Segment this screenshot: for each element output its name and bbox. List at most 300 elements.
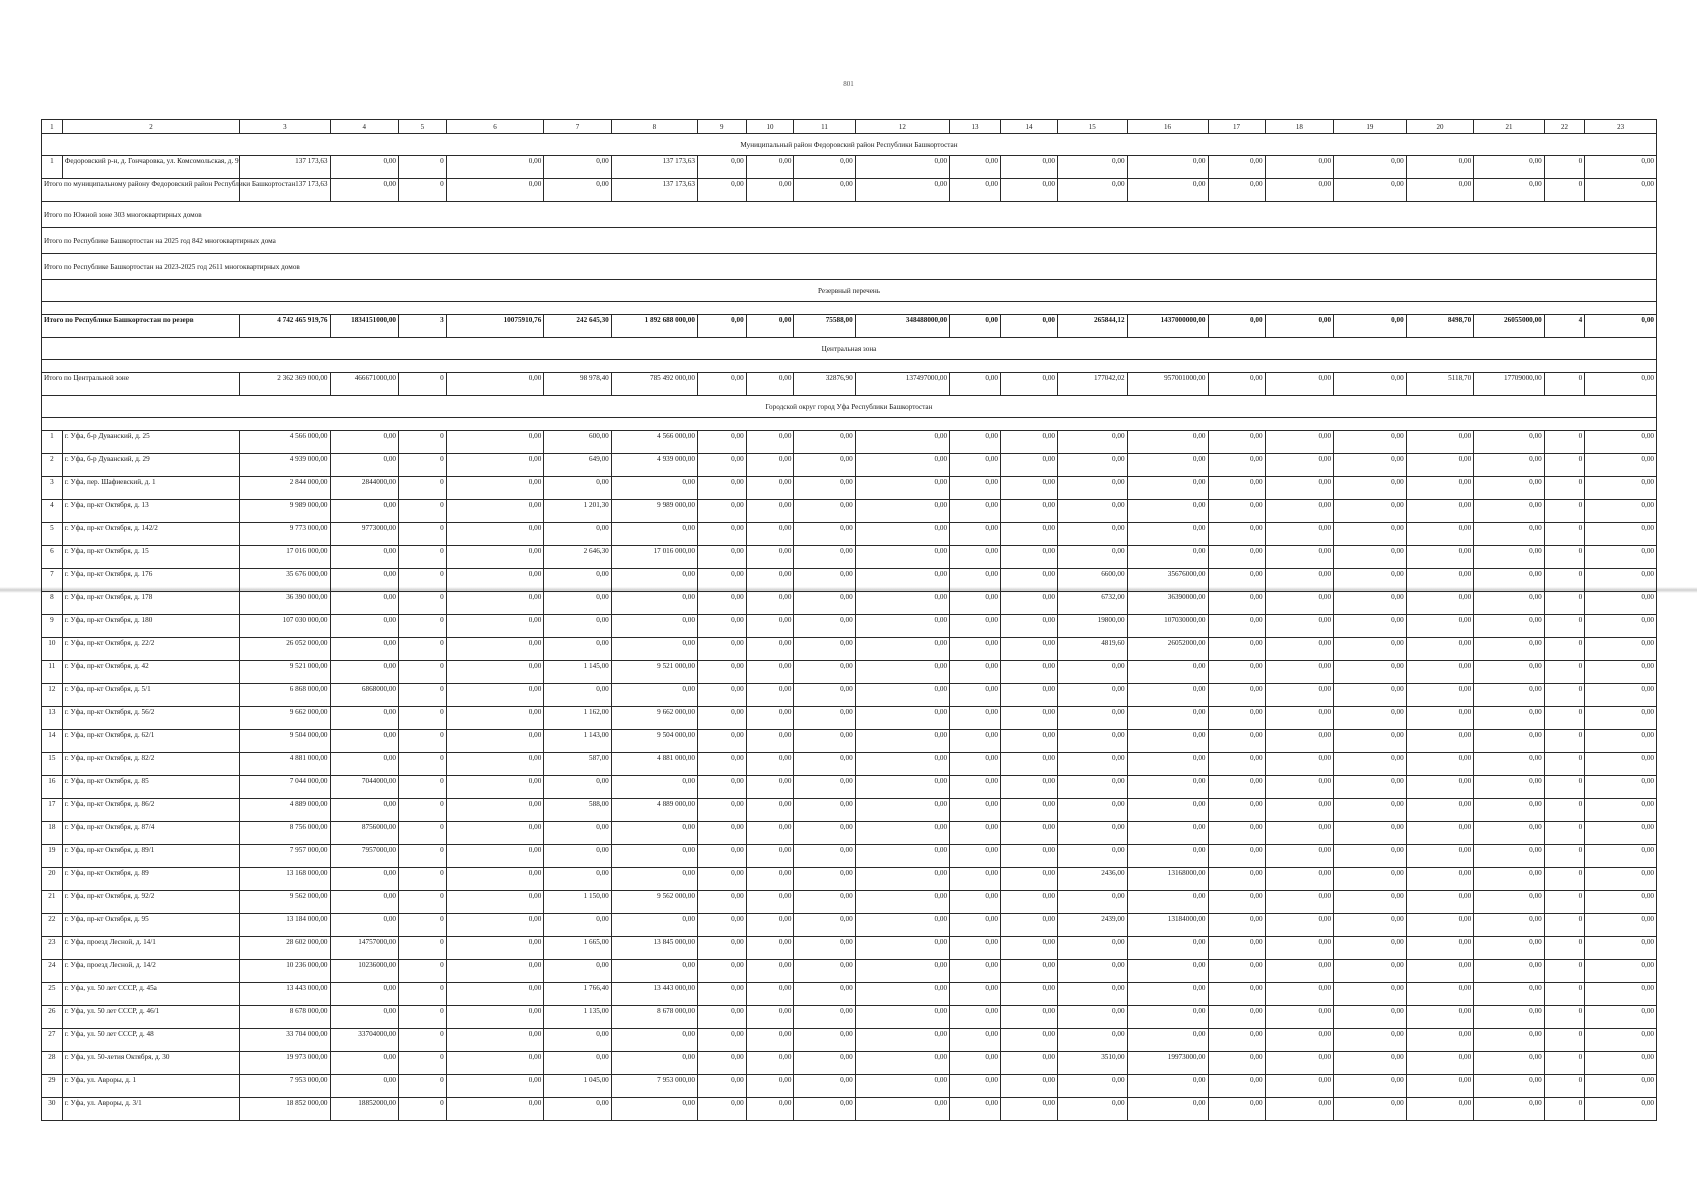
table-cell: 0,00 [1406,1098,1473,1121]
table-cell: 0,00 [1334,315,1407,338]
table-cell: 0,00 [1000,1052,1057,1075]
table-cell: 0,00 [1334,431,1407,454]
table-cell: 17 016 000,00 [240,546,330,569]
table-cell: 0,00 [855,592,949,615]
table-cell: 0,00 [1585,569,1657,592]
table-cell: 0,00 [330,615,399,638]
table-cell: 0,00 [1474,845,1545,868]
table-row [42,914,1657,937]
table-cell: 0,00 [855,1098,949,1121]
table-cell: 0,00 [950,845,1001,868]
table-cell: 4 881 000,00 [611,753,697,776]
table-cell: 9 521 000,00 [611,661,697,684]
table-cell: 0,00 [746,914,794,937]
table-cell: 0,00 [746,1029,794,1052]
table-cell: 0,00 [1058,500,1128,523]
total-label: Итого по Центральной зоне [42,373,240,396]
table-cell: 0,00 [697,707,746,730]
table-cell: 0,00 [1406,661,1473,684]
table-cell: 0,00 [746,1098,794,1121]
table-cell: 0,00 [1127,661,1208,684]
table-cell: 0,00 [1208,615,1265,638]
table-cell: 0,00 [1406,156,1473,179]
table-cell: 0,00 [746,684,794,707]
table-cell: 0,00 [1208,753,1265,776]
table-cell: 0,00 [697,776,746,799]
table-cell: 0,00 [950,431,1001,454]
register-table [41,119,1657,1121]
table-cell: 0,00 [855,753,949,776]
address-cell: г. Уфа, пр-кт Октября, д. 13 [62,500,239,523]
table-cell: 0,00 [794,1098,855,1121]
column-number-header [42,120,1657,134]
table-cell: 0,00 [330,707,399,730]
table-cell: 0,00 [1000,500,1057,523]
table-cell: 0,00 [1265,822,1334,845]
table-cell: 0,00 [1474,684,1545,707]
section-title: Городской округ город Уфа Республики Башкортостан [42,396,1657,418]
table-cell: 0,00 [1208,1052,1265,1075]
table-cell: 0,00 [1265,523,1334,546]
table-cell: 0,00 [544,638,611,661]
table-cell: 2 844 000,00 [240,477,330,500]
table-cell: 2436,00 [1058,868,1128,891]
table-cell: 0,00 [446,431,544,454]
table-cell: 0,00 [1000,477,1057,500]
table-cell: 0,00 [1334,1052,1407,1075]
table-cell: 0,00 [1334,661,1407,684]
table-cell: 0,00 [697,937,746,960]
address-cell: г. Уфа, пр-кт Октября, д. 42 [62,661,239,684]
table-cell: 0,00 [855,776,949,799]
table-cell: 0,00 [1000,454,1057,477]
table-cell: 0 [399,661,447,684]
table-cell: 0,00 [794,454,855,477]
table-cell: 0,00 [544,776,611,799]
table-cell: 0,00 [746,156,794,179]
table-cell: 0,00 [794,845,855,868]
table-cell: 0,00 [1208,179,1265,202]
address-cell: г. Уфа, ул. 50 лет СССР, д. 45а [62,983,239,1006]
table-cell: 0,00 [1474,500,1545,523]
table-cell: 0,00 [1265,1052,1334,1075]
column-number: 7 [544,120,611,134]
table-cell: 0,00 [1474,569,1545,592]
table-cell: 0 [399,845,447,868]
table-cell: 0,00 [330,1075,399,1098]
table-row [42,615,1657,638]
table-cell: 0,00 [1058,684,1128,707]
table-cell: 0 [1544,707,1584,730]
table-cell: 0,00 [1265,868,1334,891]
table-cell: 2 646,30 [544,546,611,569]
table-cell: 0,00 [1208,1029,1265,1052]
table-cell: 1 [42,431,63,454]
address-cell: г. Уфа, пр-кт Октября, д. 89 [62,868,239,891]
table-cell: 0,00 [950,454,1001,477]
table-cell: 1 201,30 [544,500,611,523]
table-cell: 0,00 [1265,315,1334,338]
table-cell: 0,00 [1474,1052,1545,1075]
table-cell: 0,00 [950,868,1001,891]
table-cell: 13 443 000,00 [611,983,697,1006]
table-cell: 18852000,00 [330,1098,399,1121]
address-cell: г. Уфа, пр-кт Октября, д. 178 [62,592,239,615]
table-cell: 0,00 [1406,431,1473,454]
table-cell: 0 [1544,592,1584,615]
table-cell: 0,00 [855,661,949,684]
table-cell: 0 [1544,431,1584,454]
table-cell: 0,00 [1127,891,1208,914]
table-cell: 0,00 [1265,891,1334,914]
table-cell: 0 [1544,1029,1584,1052]
table-cell: 0,00 [855,454,949,477]
table-cell: 0,00 [1058,1006,1128,1029]
table-cell: 0,00 [1474,960,1545,983]
table-cell: 1834151000,00 [330,315,399,338]
table-cell: 0,00 [1585,315,1657,338]
table-cell: 0 [399,615,447,638]
column-number: 5 [399,120,447,134]
table-cell: 17 016 000,00 [611,546,697,569]
table-cell: 0 [1544,569,1584,592]
table-cell: 0,00 [1265,799,1334,822]
table-cell: 0,00 [446,937,544,960]
table-cell: 0,00 [330,730,399,753]
table-cell: 0,00 [1000,1006,1057,1029]
table-cell: 0 [1544,891,1584,914]
table-cell: 6732,00 [1058,592,1128,615]
table-cell: 0,00 [544,845,611,868]
table-cell: 137 173,63 [240,156,330,179]
table-cell: 588,00 [544,799,611,822]
table-cell: 0,00 [950,983,1001,1006]
table-cell: 0,00 [446,661,544,684]
table-cell: 0,00 [794,500,855,523]
table-cell: 0,00 [794,753,855,776]
table-cell: 0,00 [1585,1006,1657,1029]
table-row [42,753,1657,776]
table-cell: 0,00 [1474,1098,1545,1121]
table-row [42,799,1657,822]
table-cell: 0 [1544,845,1584,868]
table-cell: 0,00 [1265,753,1334,776]
table-cell: 0,00 [1265,1098,1334,1121]
table-cell: 0 [399,454,447,477]
table-cell: 0,00 [697,592,746,615]
table-cell: 0,00 [794,799,855,822]
table-cell: 2844000,00 [330,477,399,500]
address-cell: г. Уфа, пр-кт Октября, д. 142/2 [62,523,239,546]
table-cell: 0,00 [1474,592,1545,615]
table-cell: 0,00 [1474,638,1545,661]
table-cell: 0,00 [746,753,794,776]
table-row [42,431,1657,454]
table-cell: 0,00 [1208,661,1265,684]
table-cell: 30 [42,1098,63,1121]
table-cell: 0,00 [446,1098,544,1121]
table-cell: 0,00 [330,753,399,776]
table-cell: 0,00 [611,822,697,845]
table-cell: 0,00 [746,661,794,684]
table-cell: 7 953 000,00 [611,1075,697,1098]
column-number: 2 [62,120,239,134]
table-cell: 0,00 [1474,983,1545,1006]
table-cell: 0 [399,937,447,960]
address-cell: г. Уфа, ул. Авроры, д. 1 [62,1075,239,1098]
table-row [42,707,1657,730]
table-cell: 0,00 [697,868,746,891]
table-cell: 5118,70 [1406,373,1473,396]
table-cell: 0,00 [544,179,611,202]
table-cell: 33704000,00 [330,1029,399,1052]
table-cell: 4 889 000,00 [240,799,330,822]
table-cell: 22 [42,914,63,937]
table-cell: 0,00 [1265,569,1334,592]
table-cell: 0,00 [1058,983,1128,1006]
table-cell: 0,00 [1127,1098,1208,1121]
empty-cell [42,418,1657,431]
table-cell: 9 662 000,00 [240,707,330,730]
table-cell: 0,00 [1474,477,1545,500]
table-cell: 0,00 [1000,845,1057,868]
table-cell: 0,00 [1474,776,1545,799]
table-cell: 0,00 [950,1029,1001,1052]
table-cell: 0 [399,592,447,615]
table-cell: 0,00 [1474,914,1545,937]
table-cell: 0,00 [1474,937,1545,960]
table-cell: 0,00 [1208,799,1265,822]
table-cell: 0,00 [794,638,855,661]
table-cell: 0,00 [1406,1006,1473,1029]
table-cell: 0,00 [1334,776,1407,799]
table-cell: 9773000,00 [330,523,399,546]
table-cell: 32876,90 [794,373,855,396]
table-cell: 1 135,00 [544,1006,611,1029]
table-cell: 0,00 [1000,569,1057,592]
table-cell: 6 [42,546,63,569]
column-number: 21 [1474,120,1545,134]
reserve-total-row [42,315,1657,338]
table-cell: 0,00 [446,891,544,914]
table-cell: 0,00 [1208,638,1265,661]
table-cell: 7957000,00 [330,845,399,868]
table-cell: 0,00 [950,799,1001,822]
table-cell: 0,00 [1474,156,1545,179]
table-cell: 0 [399,822,447,845]
table-cell: 0,00 [1474,891,1545,914]
table-cell: 0,00 [1406,1029,1473,1052]
table-row [42,523,1657,546]
table-cell: 0 [1544,776,1584,799]
table-cell: 0 [1544,1098,1584,1121]
table-cell: 0,00 [1334,500,1407,523]
address-cell: г. Уфа, пр-кт Октября, д. 176 [62,569,239,592]
section-central [42,338,1657,360]
table-cell: 0,00 [746,1006,794,1029]
section-fedorovsky [42,134,1657,156]
table-cell: 0,00 [1585,638,1657,661]
table-cell: 0,00 [855,960,949,983]
empty-cell [42,360,1657,373]
table-cell: 2 [42,454,63,477]
spacer-row [42,302,1657,315]
table-cell: 0 [1544,156,1584,179]
table-cell: 0,00 [1585,1052,1657,1075]
table-cell: 0,00 [746,569,794,592]
table-cell: 8 678 000,00 [611,1006,697,1029]
table-cell: 0,00 [950,1052,1001,1075]
table-cell: 0,00 [446,822,544,845]
address-cell: г. Уфа, пр-кт Октября, д. 22/2 [62,638,239,661]
table-cell: 0,00 [746,891,794,914]
column-number: 1 [42,120,63,134]
table-row [42,592,1657,615]
table-cell: 8498,70 [1406,315,1473,338]
table-cell: 0,00 [1127,983,1208,1006]
table-cell: 0,00 [1058,960,1128,983]
table-cell: 0,00 [746,799,794,822]
table-cell: 1437000000,00 [1127,315,1208,338]
table-cell: 0 [399,730,447,753]
table-cell: 0,00 [794,546,855,569]
table-cell: 0,00 [1058,799,1128,822]
address-cell: г. Уфа, проезд Лесной, д. 14/2 [62,960,239,983]
table-cell: 0,00 [1000,615,1057,638]
table-cell: 0,00 [1000,891,1057,914]
table-cell: 0,00 [1127,500,1208,523]
table-cell: 0,00 [446,845,544,868]
table-cell: 0,00 [1208,960,1265,983]
table-cell: 0,00 [1334,891,1407,914]
table-cell: 0 [399,891,447,914]
table-cell: 0,00 [446,753,544,776]
table-cell: 0 [1544,799,1584,822]
note-text: Итого по Республике Башкортостан на 2025 год 842 многоквартирных дома [42,228,1657,254]
table-cell: 26 052 000,00 [240,638,330,661]
table-cell: 0,00 [746,707,794,730]
table-cell: 0,00 [544,156,611,179]
table-cell: 0,00 [1000,868,1057,891]
table-cell: 0,00 [794,1075,855,1098]
table-cell: 0 [1544,523,1584,546]
table-cell: 0,00 [446,454,544,477]
table-cell: 0,00 [1585,477,1657,500]
table-cell: 0,00 [1585,546,1657,569]
table-cell: 0,00 [950,179,1001,202]
table-cell: 0,00 [1334,1006,1407,1029]
table-cell: 0,00 [950,822,1001,845]
table-cell: 27 [42,1029,63,1052]
address-cell: г. Уфа, пр-кт Октября, д. 180 [62,615,239,638]
table-cell: 587,00 [544,753,611,776]
table-cell: 0,00 [855,1075,949,1098]
table-cell: 13 845 000,00 [611,937,697,960]
table-cell: 10 236 000,00 [240,960,330,983]
table-cell: 0,00 [1334,1075,1407,1098]
table-cell: 0,00 [446,1052,544,1075]
table-row [42,500,1657,523]
table-cell: 0,00 [544,523,611,546]
table-cell: 0 [1544,753,1584,776]
table-cell: 0,00 [697,373,746,396]
table-cell: 0,00 [1127,730,1208,753]
table-cell: 4 889 000,00 [611,799,697,822]
table-cell: 0,00 [1334,1029,1407,1052]
table-row [42,937,1657,960]
table-cell: 19 [42,845,63,868]
table-cell: 600,00 [544,431,611,454]
table-cell: 0,00 [950,477,1001,500]
table-cell: 8 756 000,00 [240,822,330,845]
table-cell: 0,00 [746,592,794,615]
table-cell: 14757000,00 [330,937,399,960]
table-cell: 0,00 [611,684,697,707]
table-cell: 0,00 [544,477,611,500]
table-cell: 0,00 [1585,707,1657,730]
table-cell: 9 521 000,00 [240,661,330,684]
table-cell: 0,00 [1265,592,1334,615]
table-cell: 0 [1544,914,1584,937]
table-cell: 0,00 [1585,684,1657,707]
table-cell: 0,00 [611,868,697,891]
table-cell: 0,00 [1334,477,1407,500]
table-cell: 0,00 [746,1075,794,1098]
table-cell: 0,00 [330,179,399,202]
table-cell: 0,00 [1334,179,1407,202]
table-cell: 0,00 [1474,1006,1545,1029]
table-cell: 0,00 [544,1098,611,1121]
table-cell: 1 150,00 [544,891,611,914]
table-cell: 0,00 [1265,431,1334,454]
table-cell: 0,00 [855,179,949,202]
table-cell: 0,00 [330,156,399,179]
table-cell: 0,00 [1000,937,1057,960]
table-cell: 0,00 [1406,500,1473,523]
table-cell: 1 162,00 [544,707,611,730]
table-cell: 0,00 [611,1052,697,1075]
table-row [42,1052,1657,1075]
table-cell: 0,00 [794,983,855,1006]
table-cell: 0,00 [697,1075,746,1098]
table-cell: 0 [1544,477,1584,500]
table-cell: 785 492 000,00 [611,373,697,396]
table-cell: 33 704 000,00 [240,1029,330,1052]
table-cell: 0,00 [446,615,544,638]
address-cell: г. Уфа, ул. 50 лет СССР, д. 48 [62,1029,239,1052]
table-cell: 0,00 [330,454,399,477]
table-cell: 0 [1544,500,1584,523]
table-cell: 0 [399,569,447,592]
table-cell: 0,00 [1585,431,1657,454]
table-cell: 0,00 [1265,1029,1334,1052]
column-number: 11 [794,120,855,134]
table-cell: 0,00 [1208,730,1265,753]
table-cell: 0,00 [950,684,1001,707]
table-cell: 13 [42,707,63,730]
table-cell: 0,00 [1208,156,1265,179]
table-cell: 0,00 [1265,914,1334,937]
table-cell: 0,00 [1208,937,1265,960]
table-cell: 0,00 [746,960,794,983]
table-cell: 24 [42,960,63,983]
table-cell: 0,00 [1474,1029,1545,1052]
table-cell: 25 [42,983,63,1006]
address-cell: г. Уфа, проезд Лесной, д. 14/1 [62,937,239,960]
table-cell: 0,00 [1058,523,1128,546]
address-cell: г. Уфа, ул. 50-летия Октября, д. 30 [62,1052,239,1075]
table-cell: 0,00 [1127,776,1208,799]
